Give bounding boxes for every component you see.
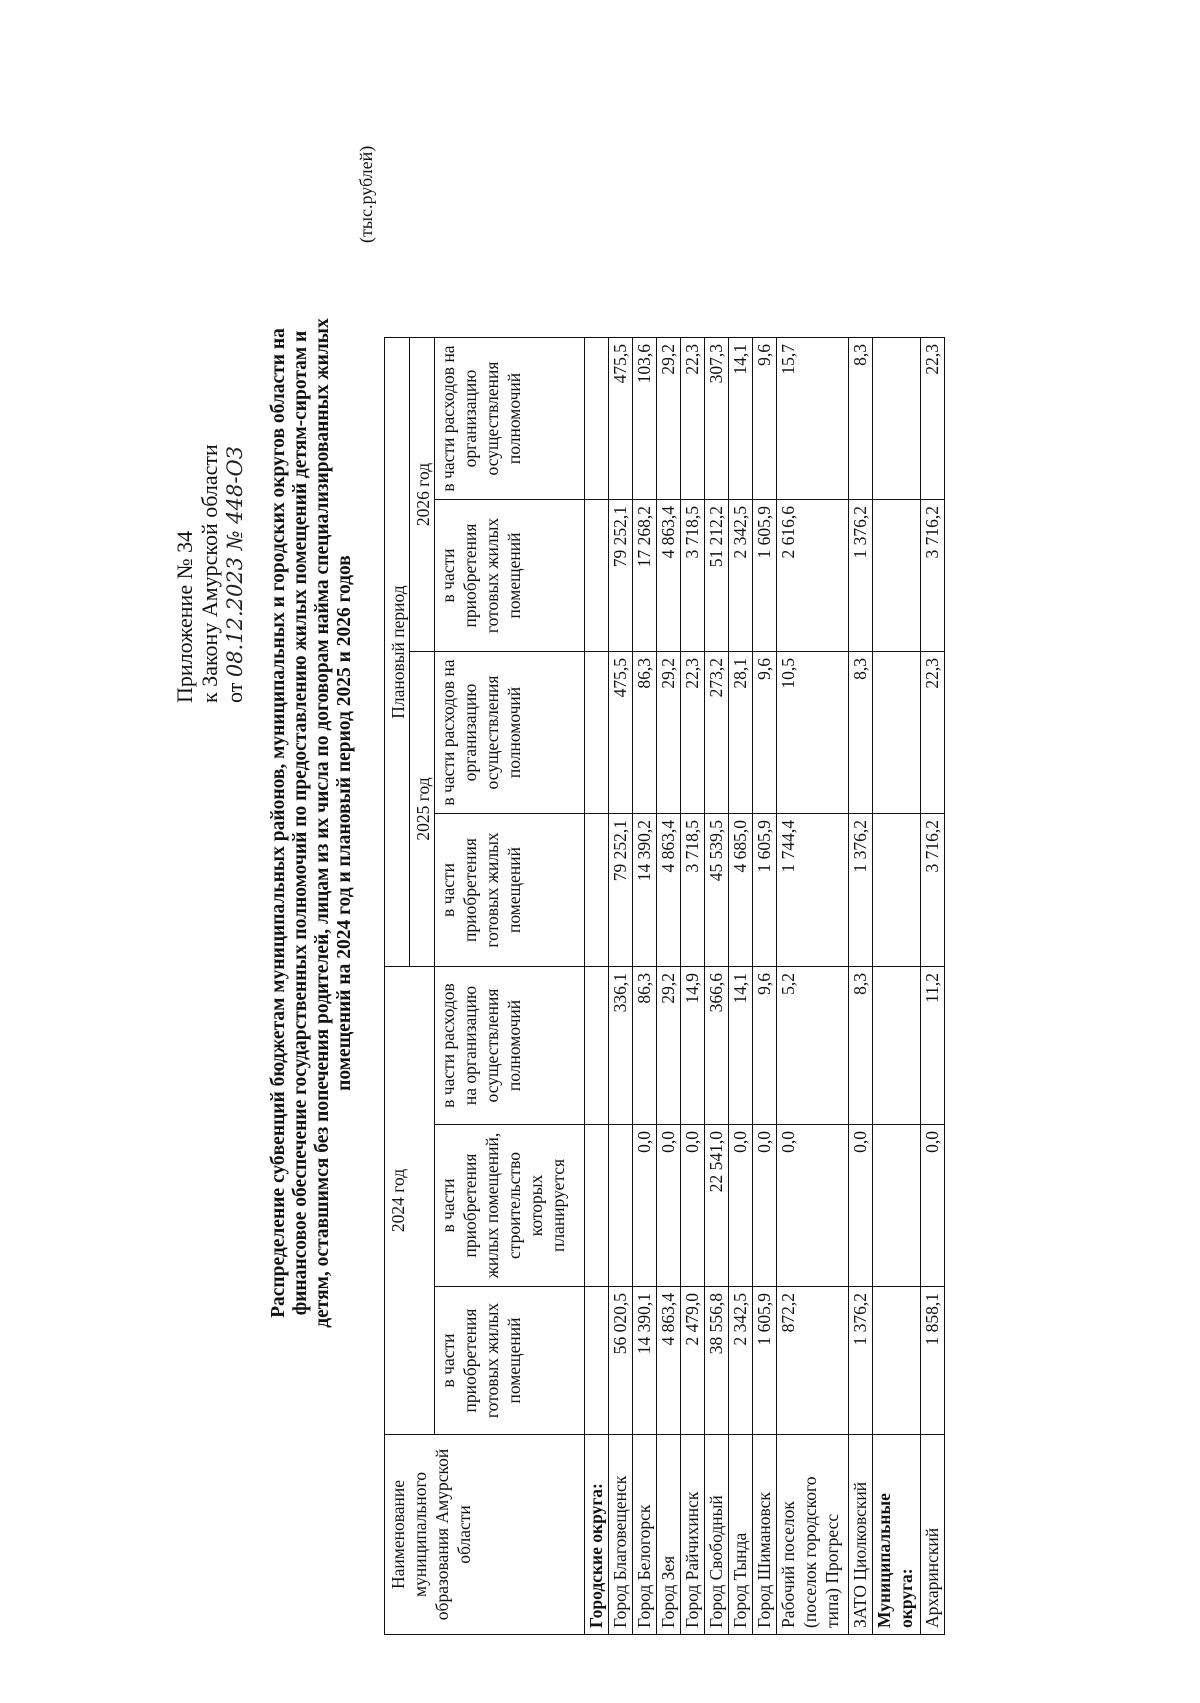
cell-2024-ready: 56 020,5 bbox=[609, 1287, 633, 1435]
cell-2025-admin: 475,5 bbox=[609, 652, 633, 814]
cell-2025-admin: 86,3 bbox=[633, 652, 657, 814]
cell-2025-admin: 29,2 bbox=[657, 652, 681, 814]
group-row-municipal bbox=[873, 338, 921, 1635]
cell-2025-admin: 8,3 bbox=[849, 652, 873, 814]
table-row bbox=[921, 338, 945, 1635]
cell-2026-ready: 17 268,2 bbox=[633, 500, 657, 652]
group-label-municipal: Муниципальные округа: bbox=[873, 1435, 921, 1635]
row-name: Город Райчихинск bbox=[681, 1435, 705, 1635]
cell-2026-ready: 1 376,2 bbox=[849, 500, 873, 652]
cell-2025-ready: 4 863,4 bbox=[657, 814, 681, 967]
title-line-1: Распределение субвенций бюджетам муниципальных районов, муниципальных и городских округов области на bbox=[268, 328, 289, 1318]
cell-2024-planned bbox=[609, 1125, 633, 1287]
cell-2025-ready: 1 605,9 bbox=[753, 814, 777, 967]
cell-2024-ready: 872,2 bbox=[777, 1287, 849, 1435]
row-name: Рабочий поселок (поселок городского типа) Прогресс bbox=[777, 1435, 849, 1635]
row-name: Город Свободный bbox=[705, 1435, 729, 1635]
appendix-handwritten-date: 08.12.2023 № 448-ОЗ bbox=[223, 446, 247, 678]
cell-2025-admin: 22,3 bbox=[921, 652, 945, 814]
cell-2025-ready: 79 252,1 bbox=[609, 814, 633, 967]
table-row bbox=[657, 338, 681, 1635]
cell-2026-admin: 22,3 bbox=[681, 338, 705, 500]
cell-2024-admin: 366,6 bbox=[705, 967, 729, 1125]
cell-2024-planned: 0,0 bbox=[753, 1125, 777, 1287]
cell-2026-admin: 15,7 bbox=[777, 338, 849, 500]
cell-2024-admin: 14,9 bbox=[681, 967, 705, 1125]
cell-2024-planned: 0,0 bbox=[777, 1125, 849, 1287]
table-row bbox=[633, 338, 657, 1635]
cell-2025-admin: 9,6 bbox=[753, 652, 777, 814]
cell-2024-ready: 2 479,0 bbox=[681, 1287, 705, 1435]
cell-2024-admin: 336,1 bbox=[609, 967, 633, 1125]
cell-2026-admin: 8,3 bbox=[849, 338, 873, 500]
cell-2024-planned: 22 541,0 bbox=[705, 1125, 729, 1287]
header-2024-purchase-ready: в части приобретения готовых жилых помещений bbox=[435, 1287, 585, 1435]
units-label: (тыс.рублей) bbox=[356, 145, 376, 243]
appendix-law-ref: к Закону Амурской области bbox=[197, 444, 222, 703]
table-row bbox=[609, 338, 633, 1635]
row-name: Город Белогорск bbox=[633, 1435, 657, 1635]
header-year-2025: 2025 год bbox=[410, 652, 435, 967]
header-name: Наименование муниципального образования Амурской области bbox=[385, 1435, 585, 1635]
cell-2025-admin: 10,5 bbox=[777, 652, 849, 814]
cell-2025-ready: 1 376,2 bbox=[849, 814, 873, 967]
header-2026-admin: в части расходов на организацию осуществления полномочий bbox=[435, 338, 585, 500]
header-2025-admin: в части расходов на организацию осуществления полномочий bbox=[435, 652, 585, 814]
cell-2026-ready: 79 252,1 bbox=[609, 500, 633, 652]
cell-2024-admin: 11,2 bbox=[921, 967, 945, 1125]
cell-2026-admin: 22,3 bbox=[921, 338, 945, 500]
row-name: Архаринский bbox=[921, 1435, 945, 1635]
cell-2025-admin: 22,3 bbox=[681, 652, 705, 814]
header-2025-purchase-ready: в части приобретения готовых жилых помещений bbox=[435, 814, 585, 967]
cell-2026-ready: 4 863,4 bbox=[657, 500, 681, 652]
cell-2024-admin: 14,1 bbox=[729, 967, 753, 1125]
document-title bbox=[268, 153, 356, 1493]
header-2024-admin: в части расходов на организацию осуществления полномочий bbox=[435, 967, 585, 1125]
cell-2026-ready: 51 212,2 bbox=[705, 500, 729, 652]
cell-2024-ready: 14 390,1 bbox=[633, 1287, 657, 1435]
cell-2026-ready: 2 616,6 bbox=[777, 500, 849, 652]
cell-2024-ready: 4 863,4 bbox=[657, 1287, 681, 1435]
cell-2025-ready: 14 390,2 bbox=[633, 814, 657, 967]
cell-2025-ready: 3 716,2 bbox=[921, 814, 945, 967]
header-2024-purchase-planned: в части приобретения жилых помещений, строительство которых планируется bbox=[435, 1125, 585, 1287]
cell-2024-ready: 38 556,8 bbox=[705, 1287, 729, 1435]
cell-2024-admin: 8,3 bbox=[849, 967, 873, 1125]
appendix-date-prefix: от bbox=[222, 682, 247, 703]
cell-2024-ready: 2 342,5 bbox=[729, 1287, 753, 1435]
table-row bbox=[705, 338, 729, 1635]
appendix-number: Приложение № 34 bbox=[172, 530, 197, 703]
table-row bbox=[777, 338, 849, 1635]
cell-2024-ready: 1 376,2 bbox=[849, 1287, 873, 1435]
appendix-date-line bbox=[222, 183, 248, 703]
cell-2024-admin: 29,2 bbox=[657, 967, 681, 1125]
row-name: ЗАТО Циолковский bbox=[849, 1435, 873, 1635]
cell-2026-admin: 307,3 bbox=[705, 338, 729, 500]
subvention-table bbox=[384, 337, 945, 1635]
header-planned-period: Плановый период bbox=[385, 338, 410, 967]
cell-2025-ready: 3 718,5 bbox=[681, 814, 705, 967]
table-row bbox=[681, 338, 705, 1635]
cell-2024-admin: 5,2 bbox=[777, 967, 849, 1125]
title-line-2: финансовое обеспечение государственных полномочий по предоставлению жилых помещений детям-сиротам и bbox=[290, 330, 311, 1316]
cell-2024-admin: 86,3 bbox=[633, 967, 657, 1125]
cell-2025-ready: 45 539,5 bbox=[705, 814, 729, 967]
cell-2026-admin: 103,6 bbox=[633, 338, 657, 500]
header-year-2024: 2024 год bbox=[385, 967, 435, 1435]
cell-2024-planned: 0,0 bbox=[633, 1125, 657, 1287]
cell-2026-admin: 29,2 bbox=[657, 338, 681, 500]
title-line-4: помещений на 2024 год и плановый период 2025 и 2026 годов bbox=[334, 555, 355, 1091]
cell-2025-ready: 4 685,0 bbox=[729, 814, 753, 967]
table-row bbox=[729, 338, 753, 1635]
cell-2024-planned: 0,0 bbox=[657, 1125, 681, 1287]
row-name: Город Благовещенск bbox=[609, 1435, 633, 1635]
cell-2024-admin: 9,6 bbox=[753, 967, 777, 1125]
table-row bbox=[849, 338, 873, 1635]
table-row bbox=[753, 338, 777, 1635]
cell-2025-admin: 273,2 bbox=[705, 652, 729, 814]
cell-2026-admin: 475,5 bbox=[609, 338, 633, 500]
cell-2025-admin: 28,1 bbox=[729, 652, 753, 814]
group-row-city bbox=[585, 338, 609, 1635]
cell-2024-planned: 0,0 bbox=[921, 1125, 945, 1287]
cell-2024-planned: 0,0 bbox=[681, 1125, 705, 1287]
cell-2024-ready: 1 858,1 bbox=[921, 1287, 945, 1435]
cell-2025-ready: 1 744,4 bbox=[777, 814, 849, 967]
cell-2024-planned: 0,0 bbox=[849, 1125, 873, 1287]
row-name: Город Тында bbox=[729, 1435, 753, 1635]
cell-2026-admin: 9,6 bbox=[753, 338, 777, 500]
group-label-city: Городские округа: bbox=[585, 1435, 609, 1635]
header-year-2026: 2026 год bbox=[410, 338, 435, 652]
cell-2026-ready: 2 342,5 bbox=[729, 500, 753, 652]
cell-2026-admin: 14,1 bbox=[729, 338, 753, 500]
appendix-header bbox=[172, 183, 248, 703]
row-name: Город Зея bbox=[657, 1435, 681, 1635]
header-2026-purchase-ready: в части приобретения готовых жилых помещений bbox=[435, 500, 585, 652]
cell-2026-ready: 3 718,5 bbox=[681, 500, 705, 652]
title-line-3: детям, оставшимся без попечения родителей, лицам из их числа по договорам найма специализированных жилых bbox=[312, 318, 333, 1328]
cell-2024-ready: 1 605,9 bbox=[753, 1287, 777, 1435]
cell-2026-ready: 1 605,9 bbox=[753, 500, 777, 652]
cell-2024-planned: 0,0 bbox=[729, 1125, 753, 1287]
cell-2026-ready: 3 716,2 bbox=[921, 500, 945, 652]
row-name: Город Шимановск bbox=[753, 1435, 777, 1635]
